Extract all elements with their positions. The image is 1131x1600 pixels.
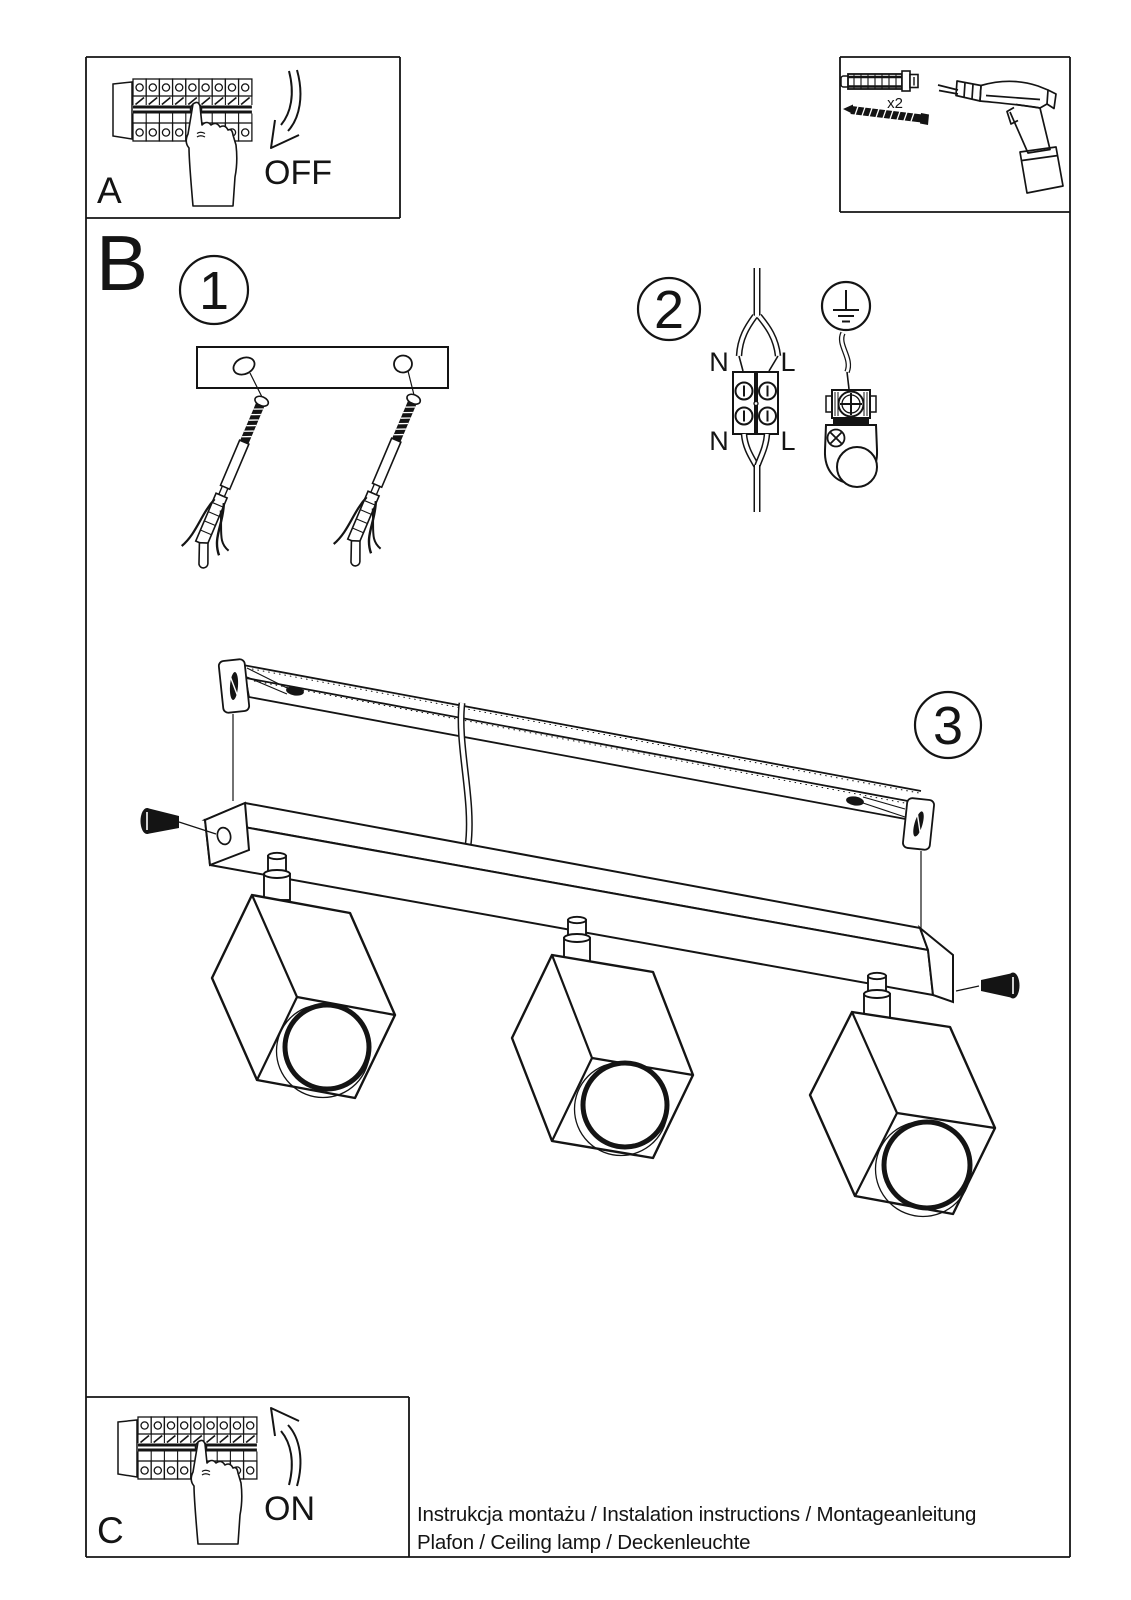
- arrow-up-icon: [271, 1408, 300, 1486]
- wire-l-top-label: L: [780, 347, 796, 377]
- arrow-down-icon: [271, 70, 300, 148]
- wire-l-bottom-label: L: [780, 426, 796, 456]
- wall-anchor-icon: [177, 390, 289, 574]
- step-1: [177, 256, 448, 575]
- step-3-number: 3: [932, 696, 964, 756]
- wire-n-bottom-label: N: [709, 426, 729, 456]
- parts-box: [841, 71, 1063, 193]
- rail-slot-hole: [845, 795, 864, 807]
- wall-anchor-icon: [329, 388, 441, 572]
- fixture-cable: [744, 434, 767, 512]
- section-b-label: B: [96, 219, 149, 307]
- panel-c-action-label: ON: [264, 1490, 315, 1528]
- post: [264, 853, 290, 900]
- step-2-number: 2: [653, 280, 685, 340]
- footer: [417, 1503, 976, 1554]
- panel-a: [97, 70, 332, 211]
- supply-cable: [739, 268, 778, 371]
- earth-symbol-icon: [822, 282, 870, 330]
- rail-bracket-left: [218, 659, 249, 713]
- rail-cable: [461, 703, 469, 846]
- breaker-panel-hand-icon: [118, 1417, 257, 1544]
- spotlight-cube-2: [512, 955, 693, 1158]
- footer-line-2: Plafon / Ceiling lamp / Deckenleuchte: [417, 1531, 751, 1554]
- panel-c: [97, 1408, 315, 1551]
- post: [864, 973, 890, 1020]
- footer-line-1: Instrukcja montażu / Instalation instructions / Montageanleitung: [417, 1503, 977, 1526]
- drill-icon: [938, 81, 1063, 193]
- rail-bracket-right: [902, 798, 934, 851]
- wall-plug-icon: [841, 71, 918, 91]
- breaker-panel-hand-icon: [113, 79, 252, 206]
- anchor-quantity-label: x2: [887, 95, 903, 112]
- terminal-block: [733, 372, 778, 434]
- step-3: [141, 659, 1020, 1217]
- spotlight-cube-1: [212, 895, 395, 1098]
- step-2: [638, 268, 877, 512]
- spotlight-cube-3: [810, 1012, 995, 1217]
- panel-a-action-label: OFF: [264, 154, 332, 192]
- earth-clamp-icon: [825, 390, 877, 487]
- panel-a-label: A: [97, 170, 122, 211]
- earth-wire: [842, 333, 849, 389]
- step-1-number: 1: [198, 261, 230, 321]
- mounting-screw-right: [956, 973, 1020, 999]
- panel-c-label: C: [97, 1510, 124, 1551]
- rail-slot-hole: [285, 685, 304, 697]
- screw-icon: [843, 105, 929, 126]
- wire-n-top-label: N: [709, 347, 729, 377]
